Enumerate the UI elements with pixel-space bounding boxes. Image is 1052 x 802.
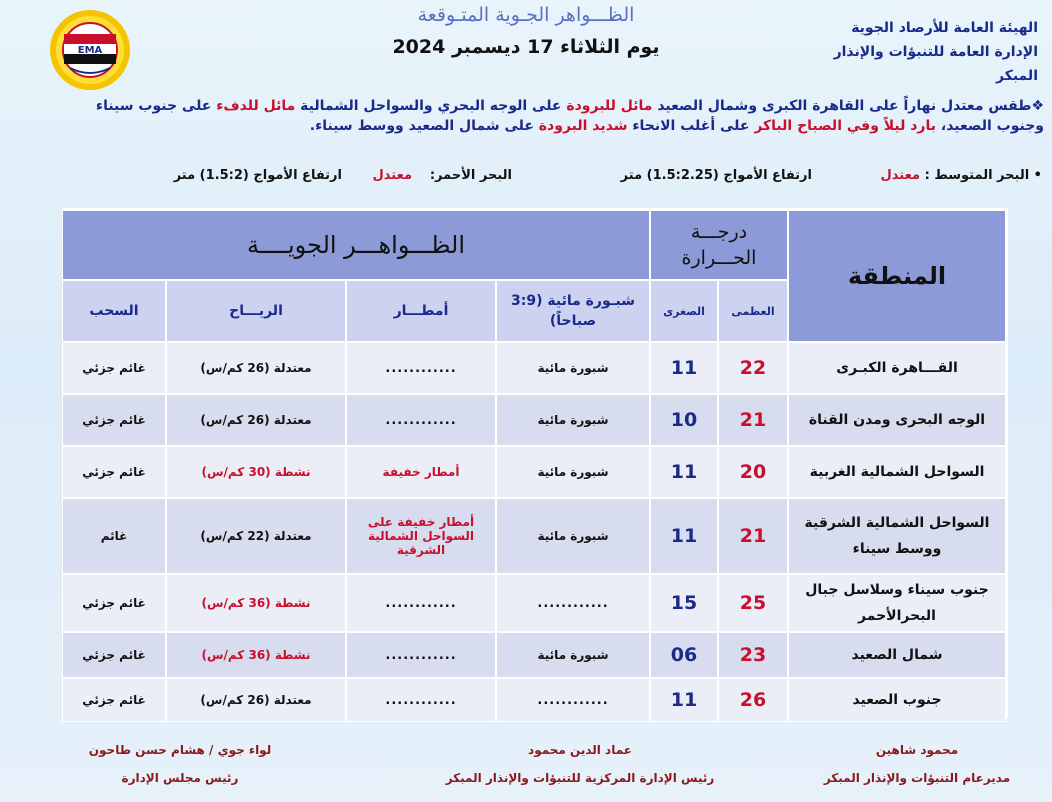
rain-cell: أمطار خفيفة على السواحل الشمالية الشرقية — [346, 498, 496, 574]
fog-cell: شبورة مائية — [496, 342, 650, 394]
signature-1 — [792, 736, 1042, 792]
wind-cell: معتدلة (26 كم/س) — [166, 678, 346, 722]
clouds-cell: غائم — [62, 498, 166, 574]
page-title: الظـــواهر الجـوية المتـوقعة — [417, 4, 635, 26]
signature-3 — [30, 736, 330, 792]
red-sea-waves: ارتفاع الأمواج (1.5:2) متر — [173, 168, 342, 183]
wind-cell: معتدلة (26 كم/س) — [166, 342, 346, 394]
clouds-header: السحب — [62, 280, 166, 342]
fog-cell: شبورة مائية — [496, 394, 650, 446]
region-header: المنطقة — [788, 210, 1006, 342]
rain-cell: ............ — [346, 342, 496, 394]
signature-name: لواء جوي / هشام حسن طاحون — [88, 743, 272, 757]
region-cell: القـــاهرة الكبـرى — [788, 342, 1006, 394]
forecast-date: يوم الثلاثاء 17 ديسمبر 2024 — [392, 36, 660, 58]
med-sea-label: • البحر المتوسط : — [924, 168, 1042, 183]
signature-title: رئيس الإدارة المركزية للتنبؤات والإنذار المبكر — [445, 771, 715, 785]
clouds-cell: غائم جزئي — [62, 678, 166, 722]
fog-cell: شبورة مائية — [496, 632, 650, 678]
wind-cell: نشطة (30 كم/س) — [166, 446, 346, 498]
max-temp-cell: 26 — [718, 678, 788, 722]
wind-header: الريـــاح — [166, 280, 346, 342]
agency-name: الهيئة العامة للأرصاد الجوية — [851, 20, 1038, 36]
wind-cell: نشطة (36 كم/س) — [166, 574, 346, 632]
max-temp-header: العظمى — [718, 280, 788, 342]
rain-header: أمطـــار — [346, 280, 496, 342]
min-temp-cell: 10 — [650, 394, 718, 446]
signature-title: رئيس مجلس الإدارة — [121, 771, 239, 785]
signature-name: عماد الدين محمود — [528, 743, 632, 757]
med-sea-state: معتدل — [880, 168, 920, 183]
rain-cell: ............ — [346, 574, 496, 632]
fog-cell: ............ — [496, 678, 650, 722]
min-temp-cell: 11 — [650, 498, 718, 574]
rain-cell: ............ — [346, 632, 496, 678]
rain-cell: ............ — [346, 678, 496, 722]
wind-cell: نشطة (36 كم/س) — [166, 632, 346, 678]
clouds-cell: غائم جزئي — [62, 574, 166, 632]
fog-cell: شبورة مائية — [496, 498, 650, 574]
region-cell: شمال الصعيد — [788, 632, 1006, 678]
forecast-line-1: ❖طقس معتدل نهاراً على القاهرة الكبرى وشمال الصعيد مائل للبرودة على الوجه البحري والسواحل الشمالية مائل للدفء على جنوب سيناء وجنوب الصعيد، بارد ليلاً وفي الصباح الباكر على أغلب الانحاء شديد البرودة على شمال الصعيد ووسط سيناء. — [95, 98, 1044, 134]
rain-cell: ............ — [346, 394, 496, 446]
phenomena-header: الظـــواهـــر الجويــــة — [62, 210, 650, 280]
forecast-table — [62, 208, 1008, 718]
clouds-cell: غائم جزئي — [62, 342, 166, 394]
agency-department: الإدارة العامة للتنبؤات والإنذار المبكر — [833, 44, 1038, 84]
region-cell: السواحل الشمالية الشرقية ووسط سيناء — [788, 498, 1006, 574]
max-temp-cell: 21 — [718, 498, 788, 574]
region-cell: جنوب الصعيد — [788, 678, 1006, 722]
bullet-icon: ❖ — [1031, 98, 1044, 114]
max-temp-cell: 21 — [718, 394, 788, 446]
min-temp-cell: 15 — [650, 574, 718, 632]
min-temp-cell: 11 — [650, 446, 718, 498]
fog-header: شبـورة مائية (3:9 صباحاً) — [496, 280, 650, 342]
red-sea-state: معتدل — [372, 168, 412, 183]
clouds-cell: غائم جزئي — [62, 446, 166, 498]
region-cell: الوجه البحرى ومدن القناة — [788, 394, 1006, 446]
red-sea-label: البحر الأحمر: — [429, 168, 512, 183]
signature-title: مديرعام التنبؤات والإنذار المبكر — [823, 771, 1011, 785]
region-cell: السواحل الشمالية الغربية — [788, 446, 1006, 498]
clouds-cell: غائم جزئي — [62, 394, 166, 446]
med-sea-waves: ارتفاع الأمواج (1.5:2.25) متر — [620, 168, 812, 183]
min-temp-cell: 06 — [650, 632, 718, 678]
ema-logo — [40, 6, 140, 94]
max-temp-cell: 23 — [718, 632, 788, 678]
forecast-summary — [50, 96, 1044, 136]
temp-header: درجـــة الحـــرارة — [650, 210, 788, 280]
sea-conditions — [30, 168, 1042, 192]
min-temp-cell: 11 — [650, 342, 718, 394]
svg-text:EMA: EMA — [77, 45, 103, 56]
clouds-cell: غائم جزئي — [62, 632, 166, 678]
fog-cell: ............ — [496, 574, 650, 632]
agency-block — [808, 16, 1038, 88]
wind-cell: معتدلة (26 كم/س) — [166, 394, 346, 446]
rain-cell: أمطار خفيفة — [346, 446, 496, 498]
region-cell: جنوب سيناء وسلاسل جبال البحرالأحمر — [788, 574, 1006, 632]
min-temp-header: الصغرى — [650, 280, 718, 342]
min-temp-cell: 11 — [650, 678, 718, 722]
max-temp-cell: 25 — [718, 574, 788, 632]
wind-cell: معتدلة (22 كم/س) — [166, 498, 346, 574]
signature-name: محمود شاهين — [875, 743, 959, 757]
max-temp-cell: 20 — [718, 446, 788, 498]
signature-2 — [380, 736, 780, 792]
title-block — [330, 4, 722, 58]
fog-cell: شبورة مائية — [496, 446, 650, 498]
max-temp-cell: 22 — [718, 342, 788, 394]
